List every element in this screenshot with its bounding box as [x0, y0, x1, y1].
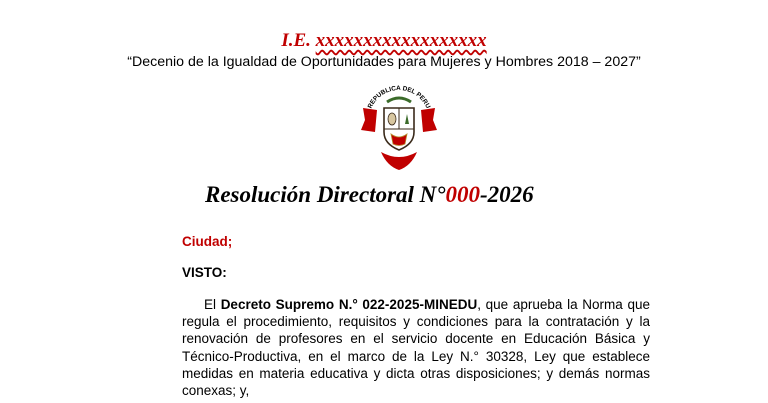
- paragraph-lead: El: [204, 297, 221, 312]
- decenio-slogan: “Decenio de la Igualdad de Oportunidades para Mujeres y Hombres 2018 – 2027”: [127, 54, 641, 70]
- peru-coat-of-arms-seal: [357, 80, 441, 172]
- decree-reference: Decreto Supremo N.° 022-2025-MINEDU: [220, 297, 478, 312]
- institution-prefix: I.E.: [281, 30, 311, 51]
- wreath-icon: [387, 98, 411, 102]
- seal-text: REPUBLICA DEL PERU: [366, 84, 432, 110]
- resolution-label: Resolución Directoral N°: [205, 182, 446, 207]
- resolution-year: -2026: [479, 182, 534, 207]
- right-flag-icon: [421, 108, 437, 132]
- ciudad-label: Ciudad;: [182, 234, 233, 249]
- institution-title: [0, 30, 768, 52]
- seal-base-icon: [381, 152, 417, 170]
- visto-heading: VISTO:: [182, 265, 227, 280]
- institution-name: xxxxxxxxxxxxxxxxxx: [315, 30, 487, 51]
- visto-paragraph: [182, 296, 650, 399]
- left-flag-icon: [361, 108, 377, 132]
- resolution-title: [205, 182, 534, 208]
- resolution-number: 000: [445, 182, 480, 207]
- paragraph-rest: , que aprueba la Norma que regula el procedimiento, requisitos y condiciones para la contratación y la renovación de profesores en el servicio docente en Educación Básica y Técnico-Productiva, en el marco de la Ley N.° 30328, Ley que establece medidas en materia educativa y dicta otras disposiciones; y demás normas conexas; y,: [182, 297, 650, 399]
